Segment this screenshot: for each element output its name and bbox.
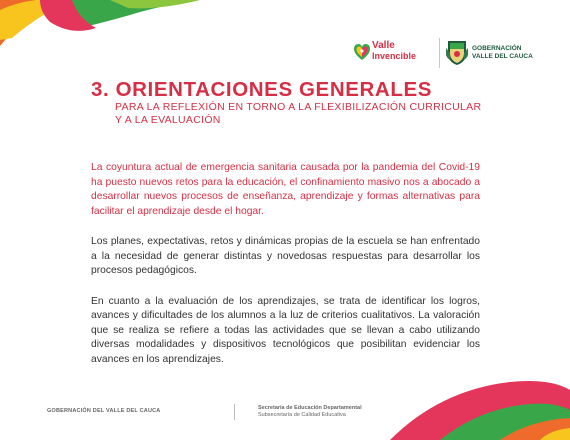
page-title: 3. ORIENTACIONES GENERALES	[91, 78, 432, 101]
top-left-swoosh-decoration	[0, 0, 200, 70]
gobernacion-logo	[446, 38, 556, 68]
body-paragraph-2: Los planes, expectativas, retos y dinámicas propias de la escuela se han enfrentado a la necesidad de generar distintas y novedosas respuestas para desarrollar los procesos pedagógicos.	[91, 236, 480, 276]
valle-invencible-logo	[352, 40, 430, 68]
intro-paragraph: La coyuntura actual de emergencia sanitaria causada por la pandemia del Covid-19 ha puesto nuevos retos para la educación, el confinamiento masivo nos a abocado a desarrollar nuevos procesos de enseñanza, aprendizaje y formas alternativas para facilitar el aprendizaje desde el hogar.	[91, 162, 480, 217]
coat-of-arms-icon	[446, 38, 468, 66]
footer-divider	[234, 404, 235, 420]
footer-right-text	[258, 405, 362, 419]
page-subtitle	[115, 101, 481, 126]
footer-right-line2: Subsecretaría de Calidad Educativa	[258, 412, 346, 418]
header-logos	[352, 36, 552, 76]
gobernacion-logo-line2: VALLE DEL CAUCA	[472, 53, 533, 60]
gobernacion-logo-line1: GOBERNACIÓN	[472, 45, 522, 52]
valle-heart-icon	[352, 42, 372, 62]
subtitle-line2: Y A LA EVALUACIÓN	[115, 113, 221, 126]
gobernacion-logo-text	[472, 45, 533, 61]
body-paragraph-3: En cuanto a la evaluación de los aprendizajes, se trata de identificar los logros, avances y dificultades de los alumnos a la luz de criterios cualitativos. La valoración que se realiza se refiere a todas las actividades que se llevan a cabo utilizando diversas modalidades y dispositivos tecnológicos que posibilitan evidenciar los avances en los aprendizajes.	[91, 295, 480, 365]
subtitle-line1: PARA LA REFLEXIÓN EN TORNO A LA FLEXIBILIZACIÓN CURRICULAR	[115, 101, 482, 113]
footer-left-text: GOBERNACIÓN DEL VALLE DEL CAUCA	[47, 408, 161, 414]
footer-right-line1: Secretaría de Educación Departamental	[258, 405, 362, 411]
valle-logo-line2: Invencible	[372, 51, 417, 61]
body-text	[91, 161, 480, 383]
bottom-right-swoosh-decoration	[350, 360, 570, 440]
valle-logo-line1: Valle	[372, 40, 395, 51]
logo-divider	[439, 38, 440, 68]
valle-logo-text	[372, 40, 416, 62]
